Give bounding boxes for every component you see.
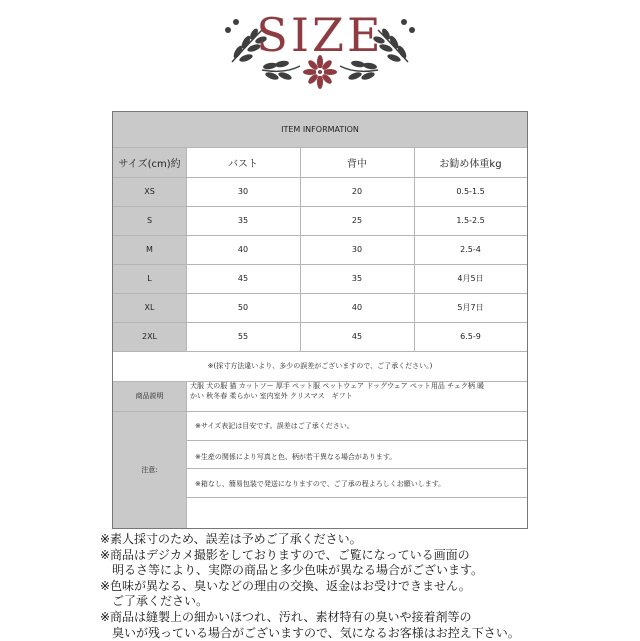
table-row bbox=[113, 206, 527, 235]
note-line: 明るさ等により、実際の商品と多少色味が異なる場合がございます。 bbox=[100, 563, 484, 578]
divider bbox=[186, 497, 527, 498]
table-caption: ITEM INFORMATION bbox=[281, 125, 359, 134]
note-line: ※商品はデジカメ撮影をしておりますので、ご覧になっている画面の bbox=[100, 547, 470, 562]
divider bbox=[113, 293, 527, 294]
table-row bbox=[113, 264, 527, 293]
divider bbox=[186, 440, 527, 441]
measure-note-row bbox=[113, 351, 527, 381]
divider bbox=[113, 351, 527, 352]
caution-item: ※生産の関係により写真と色、柄が若干異なる場合があります。 bbox=[195, 453, 397, 461]
weight-cell: 1.5-2.5 bbox=[456, 216, 485, 225]
note-line: ※素人採寸のため、誤差は予めご了承ください。 bbox=[100, 532, 362, 546]
table-row bbox=[113, 322, 527, 351]
weight-cell: 6.5-9 bbox=[460, 332, 481, 341]
table-row bbox=[113, 235, 527, 264]
size-cell: S bbox=[113, 206, 186, 235]
table-row bbox=[113, 293, 527, 322]
note-line: ご了承ください。 bbox=[100, 594, 209, 609]
page-title: SIZE bbox=[256, 8, 384, 62]
divider bbox=[414, 147, 415, 351]
table-caption-row bbox=[113, 112, 527, 147]
size-cell: L bbox=[113, 264, 186, 293]
size-header bbox=[0, 0, 640, 100]
divider bbox=[113, 411, 527, 412]
note-line: 臭いが残っている場合がございますので、気になるお客様はお控え下さい。 bbox=[100, 625, 520, 640]
column-header-back: 背中 bbox=[347, 158, 367, 170]
size-table bbox=[112, 111, 528, 529]
weight-cell: 2.5-4 bbox=[460, 245, 481, 254]
note-line: ※商品は縫製上の細かいほつれ、汚れ、素材特有の臭いや接着剤等の bbox=[100, 609, 472, 624]
column-header-size: サイズ(cm)約 bbox=[113, 147, 186, 177]
table-header-row bbox=[113, 147, 527, 177]
weight-cell: 0.5-1.5 bbox=[456, 187, 485, 196]
bust-cell: 45 bbox=[237, 274, 249, 283]
column-header-bust: バスト bbox=[228, 158, 258, 170]
caution-label: 注意: bbox=[113, 411, 186, 528]
back-cell: 40 bbox=[351, 303, 363, 312]
divider bbox=[113, 235, 527, 236]
weight-cell: 5月7日 bbox=[457, 303, 484, 312]
divider bbox=[113, 177, 527, 178]
weight-cell: 4月5日 bbox=[457, 274, 484, 283]
table-row bbox=[113, 177, 527, 206]
size-cell: XL bbox=[113, 293, 186, 322]
divider bbox=[113, 264, 527, 265]
divider bbox=[186, 147, 187, 351]
description-line: 犬服 犬の服 猫 カットソー 厚手 ペット服 ペットウェア ドッグウェア ペット用品 チェク柄 暖 bbox=[190, 382, 485, 390]
caution-item: ※箱なし、簡易包装で発送になりますので、ご了承の程よろしくお願いします。 bbox=[195, 480, 446, 488]
caution-item: ※サイズ表記は目安です。誤差はご了承ください。 bbox=[195, 422, 354, 430]
back-cell: 20 bbox=[351, 187, 363, 196]
divider bbox=[113, 206, 527, 207]
description-text bbox=[186, 381, 527, 411]
bust-cell: 50 bbox=[237, 303, 249, 312]
size-cell: 2XL bbox=[113, 322, 186, 351]
bust-cell: 40 bbox=[237, 245, 249, 254]
bust-cell: 30 bbox=[237, 187, 249, 196]
back-cell: 45 bbox=[351, 332, 363, 341]
bust-cell: 55 bbox=[237, 332, 249, 341]
notes-block bbox=[100, 532, 540, 641]
description-label: 商品説明 bbox=[113, 381, 186, 411]
back-cell: 30 bbox=[351, 245, 363, 254]
note-line: ※色味が異なる、臭いなどの理由の交換、返金はお受けできません。 bbox=[100, 578, 471, 593]
divider bbox=[186, 381, 187, 528]
description-line: かい 秋冬春 柔らかい 室内室外 クリスマス ギフト bbox=[190, 392, 353, 400]
divider bbox=[113, 147, 527, 148]
divider bbox=[186, 468, 527, 469]
divider bbox=[113, 322, 527, 323]
divider bbox=[113, 381, 527, 382]
divider bbox=[300, 147, 301, 351]
description-row bbox=[113, 381, 527, 411]
measure-note: ※(採寸方法違いより、多少の誤差がございますので、ご了承ください。) bbox=[207, 362, 433, 370]
bust-cell: 35 bbox=[237, 216, 249, 225]
back-cell: 25 bbox=[351, 216, 363, 225]
size-cell: XS bbox=[113, 177, 186, 206]
caution-row bbox=[113, 411, 527, 528]
column-header-weight: お勧め体重kg bbox=[439, 158, 502, 170]
back-cell: 35 bbox=[351, 274, 363, 283]
size-cell: M bbox=[113, 235, 186, 264]
